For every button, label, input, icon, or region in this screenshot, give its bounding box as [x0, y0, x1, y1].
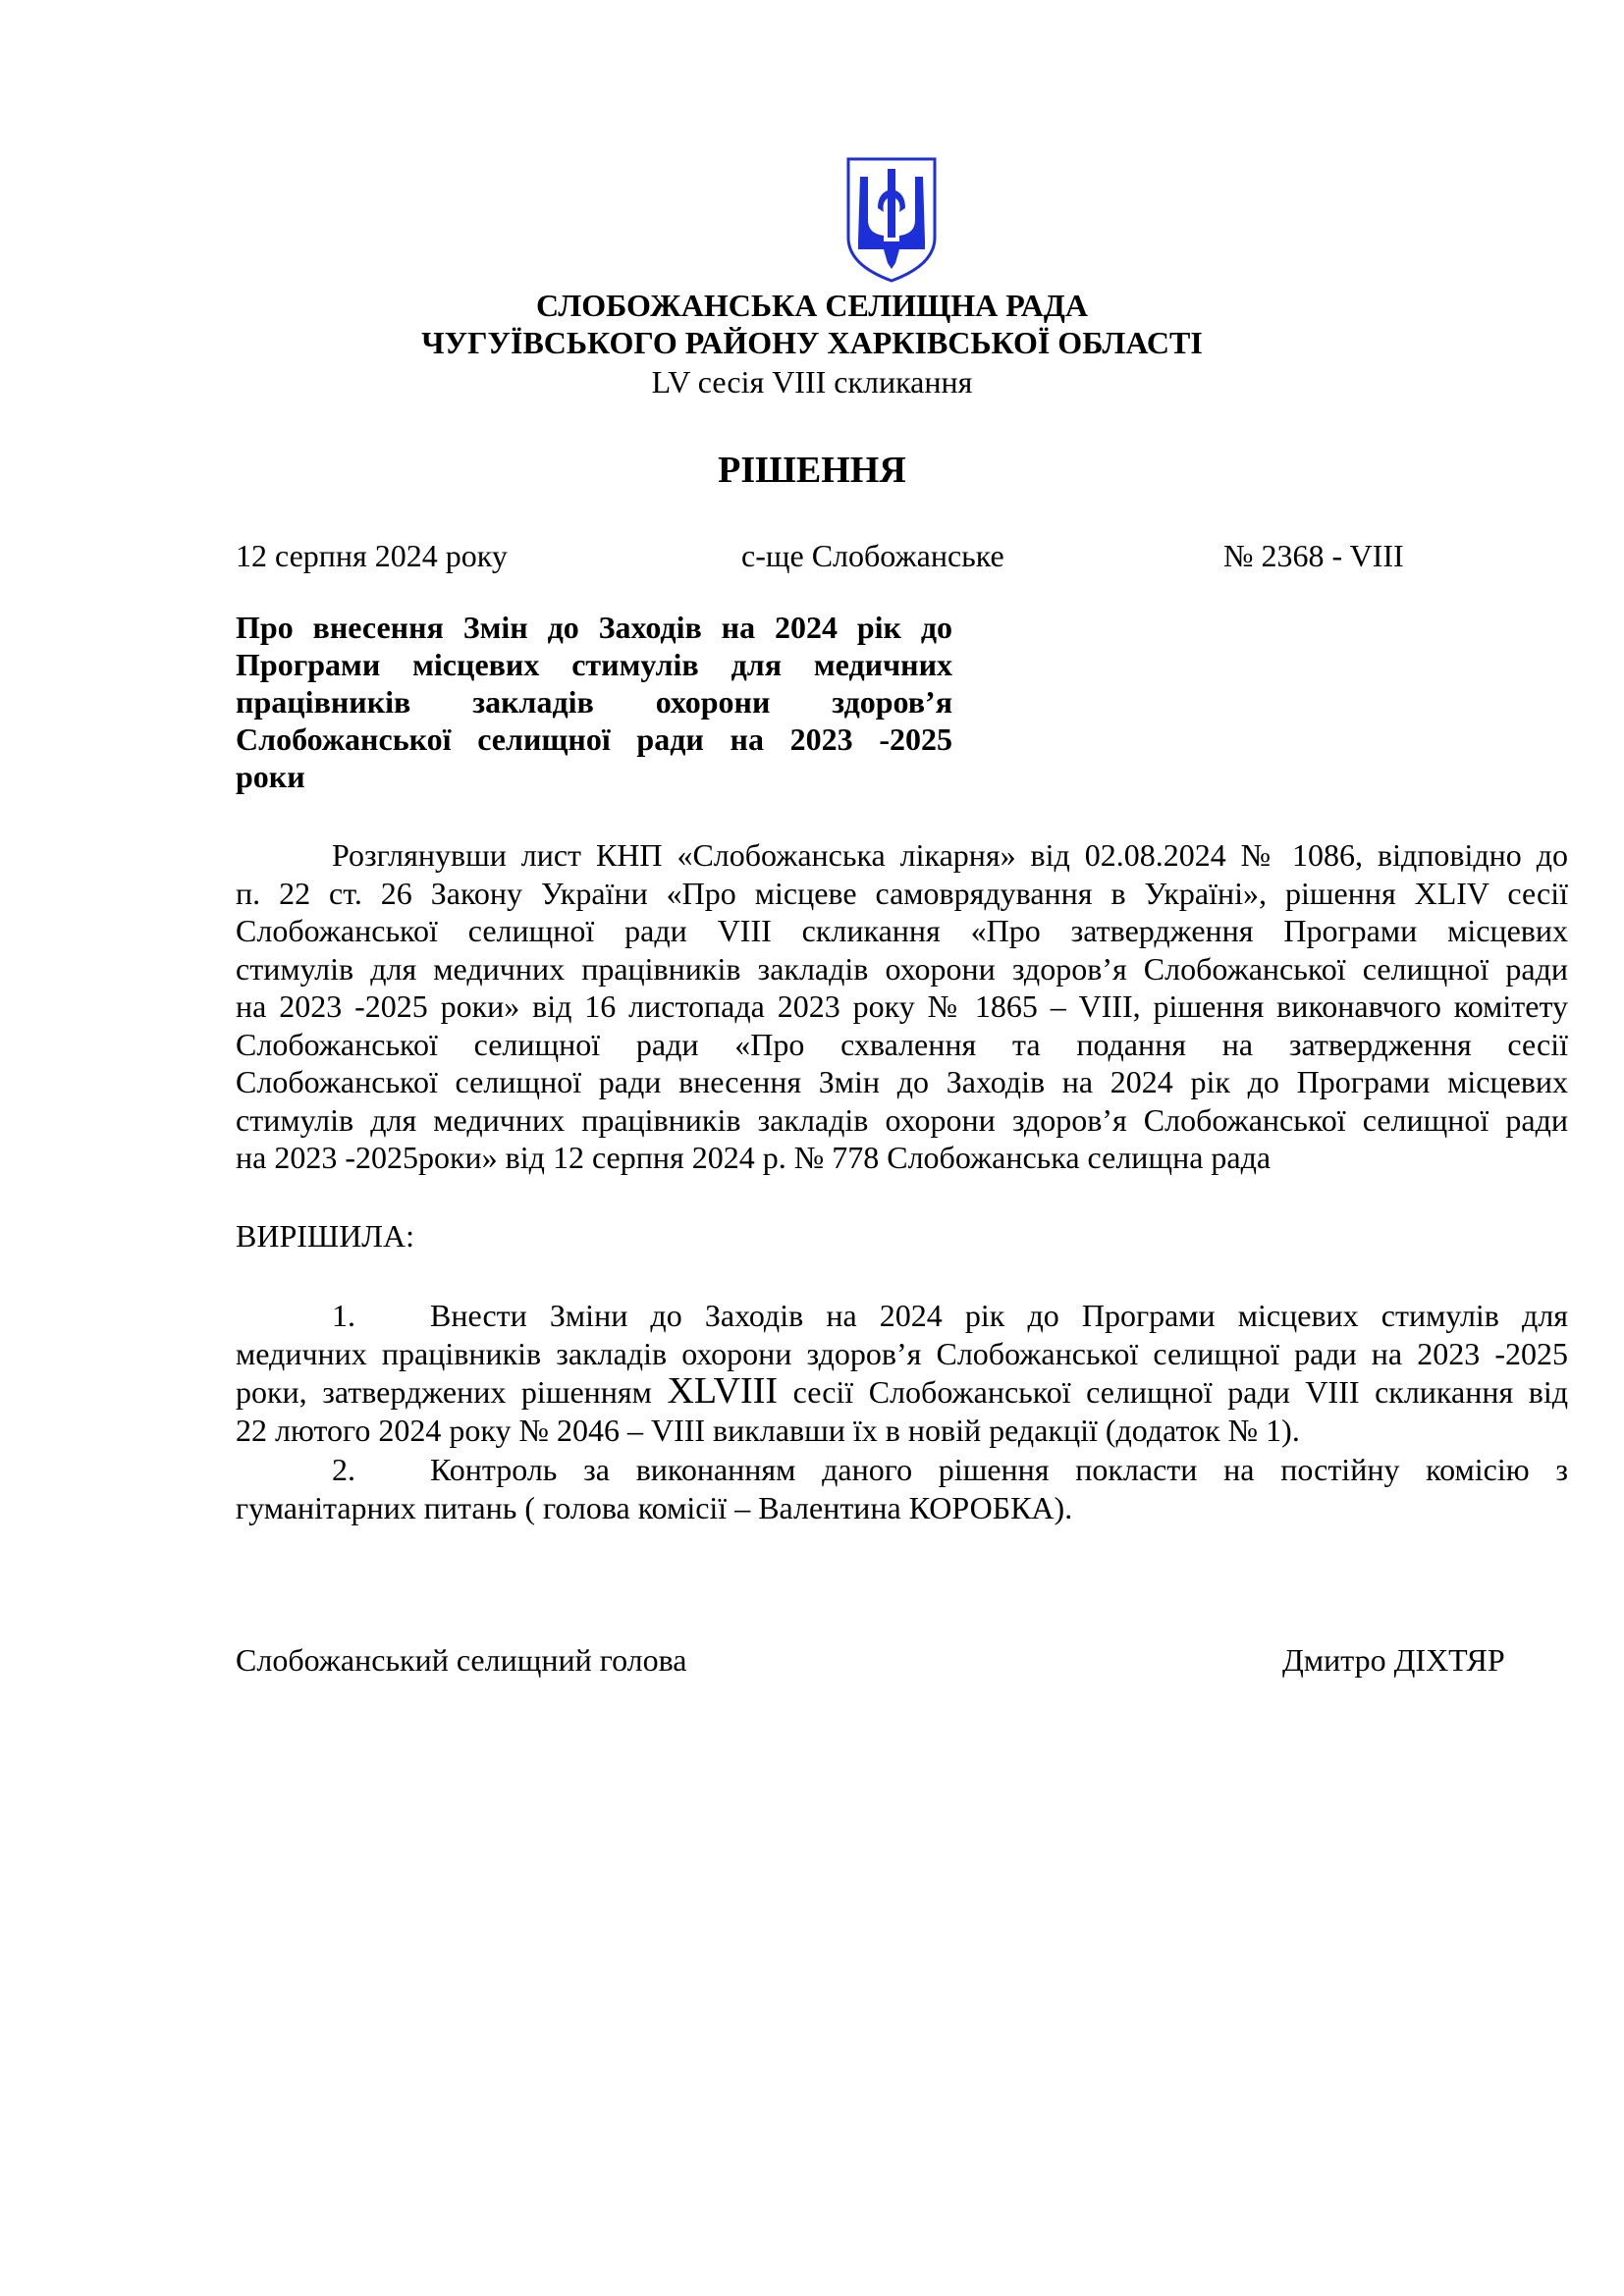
- decided-label: ВИРІШИЛА:: [236, 1218, 414, 1254]
- item-2-text: Контроль за виконанням даного рішення покласти на постійну комісію з: [430, 1452, 1568, 1487]
- decision-item-1: [236, 1297, 1568, 1449]
- decision-item-2: [236, 1451, 1568, 1526]
- preamble-line: на 2023 -2025роки» від 12 серпня 2024 р. № 778 Слобожанська селищна рада: [236, 1140, 1272, 1175]
- subject-line: Про внесення Змін до Заходів на 2024 рік до: [236, 610, 952, 645]
- preamble-line: п. 22 ст. 26 Закону України «Про місцеве самоврядування в Україні», рішення XLIV сесії: [236, 875, 1568, 911]
- session-roman-numeral: XLVIII: [667, 1370, 779, 1412]
- subject-line: роки: [236, 759, 305, 794]
- trident-emblem-icon: [844, 155, 939, 285]
- decision-number: № 2368 - VIII: [1223, 538, 1404, 573]
- preamble-line: на 2023 -2025 роки» від 16 листопада 2023 року № 1865 – VIII, рішення виконавчого комітету: [236, 988, 1568, 1024]
- signatory-name: Дмитро ДІХТЯР: [1282, 1642, 1505, 1678]
- item-1-line: [236, 1297, 1568, 1335]
- preamble-line: Слобожанської селищної ради VIII скликання «Про затвердження Програми місцевих: [236, 913, 1568, 948]
- item-1-number: 1.: [332, 1298, 355, 1333]
- decision-place: с-ще Слобожанське: [741, 538, 1004, 573]
- item-1-line: 22 лютого 2024 року № 2046 – VIII виклавши їх в новій редакції (додаток № 1).: [236, 1412, 1300, 1448]
- subject-line: Слобожанської селищної ради на 2023 -2025: [236, 721, 952, 757]
- item-1-text: Внести Зміни до Заходів на 2024 рік до Програми місцевих стимулів для: [430, 1298, 1568, 1333]
- preamble-paragraph: [236, 836, 1568, 1177]
- preamble-line: стимулів для медичних працівників закладів охорони здоров’я Слобожанської селищної ради: [236, 950, 1568, 987]
- subject-line: працівників закладів охорони здоров’я: [236, 684, 952, 720]
- subject-line: Програми місцевих стимулів для медичних: [236, 647, 952, 682]
- preamble-line: Слобожанської селищної ради «Про схвалення та подання на затвердження сесії: [236, 1026, 1568, 1062]
- district-name: ЧУГУЇВСЬКОГО РАЙОНУ ХАРКІВСЬКОЇ ОБЛАСТІ: [421, 325, 1203, 360]
- preamble-line: Слобожанської селищної ради внесення Змін до Заходів на 2024 рік до Програми місцевих: [236, 1064, 1568, 1099]
- preamble-line: Розглянувши лист КНП «Слобожанська лікарня» від 02.08.2024 № 1086, відповідно до: [332, 837, 1568, 873]
- item-1-text: сесії Слобожанської селищної ради VIII скликання від: [778, 1374, 1569, 1410]
- item-2-number: 2.: [332, 1452, 355, 1487]
- item-1-line: [236, 1372, 1568, 1412]
- preamble-line: стимулів для медичних працівників закладів охорони здоров’я Слобожанської селищної ради: [236, 1101, 1568, 1138]
- decision-subject: [236, 609, 952, 795]
- item-2-line: гуманітарних питань ( голова комісії – Валентина КОРОБКА).: [236, 1489, 1073, 1525]
- signatory-position: Слобожанський селищний голова: [236, 1642, 687, 1678]
- council-name: СЛОБОЖАНСЬКА СЕЛИЩНА РАДА: [536, 288, 1088, 323]
- decision-date: 12 серпня 2024 року: [236, 538, 508, 573]
- item-1-line: медичних працівників закладів охорони здоров’я Слобожанської селищної ради на 2023 -2025: [236, 1335, 1568, 1371]
- item-1-text: роки, затверджених рішенням: [236, 1374, 668, 1410]
- item-2-line: [236, 1451, 1568, 1489]
- document-title: РІШЕННЯ: [718, 450, 906, 491]
- session-line: LV сесія VIII скликання: [651, 364, 973, 400]
